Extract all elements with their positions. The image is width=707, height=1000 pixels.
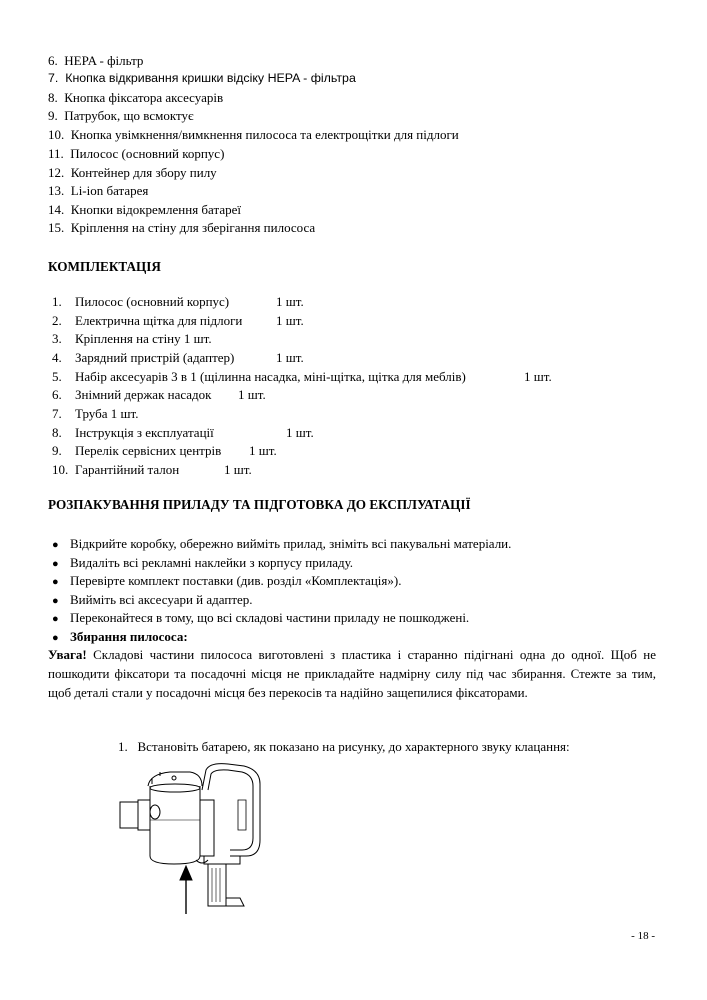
kit-item: 6. Знімний держак насадок 1 шт. [52,387,266,402]
part-item: 10. Кнопка увімкнення/вимкнення пилососа та електрощітки для підлоги [48,127,459,142]
kit-item: 10. Гарантійний талон 1 шт. [52,462,252,477]
unpack-bullet: ● Видаліть всі рекламні наклейки з корпусу приладу. [52,555,354,570]
part-item: 11. Пилосос (основний корпус) [48,146,225,161]
part-item: 13. Li-ion батарея [48,183,149,198]
kit-heading: КОМПЛЕКТАЦІЯ [48,259,161,274]
unpack-heading: РОЗПАКУВАННЯ ПРИЛАДУ ТА ПІДГОТОВКА ДО ЕКСПЛУАТАЦІЇ [48,497,471,512]
page-number: - 18 - [631,930,655,942]
kit-item: 8. Інструкція з експлуатації 1 шт. [52,425,314,440]
warning-label: Увага! [48,647,87,662]
warning-paragraph [48,645,656,702]
kit-item: 5. Набір аксесуарів 3 в 1 (щілинна насадка, міні-щітка, щітка для меблів) 1 шт. [52,369,552,384]
kit-item: 1. Пилосос (основний корпус) 1 шт. [52,294,304,309]
part-item: 15. Кріплення на стіну для зберігання пилососа [48,220,316,235]
part-item: 14. Кнопки відокремлення батареї [48,202,241,217]
part-item: 6. HEPA - фільтр [48,53,144,68]
unpack-bullet: ● Переконайтеся в тому, що всі складові частини приладу не пошкоджені. [52,610,470,625]
kit-item: 4. Зарядний пристрій (адаптер) 1 шт. [52,350,304,365]
part-item: 8. Кнопка фіксатора аксесуарів [48,90,224,105]
part-item: 12. Контейнер для збору пилу [48,165,217,180]
kit-item: 2. Електрична щітка для підлоги 1 шт. [52,313,304,328]
warning-text: Складові частини пилососа виготовлені з пластика і старанно підігнані одна до одної. Щоб не пошкодити фіксатори та посадочні місця не прикладайте надмірну силу під час збирання. Стежте за тим, щоб деталі стали у посадочні місця без перекосів та надійно защепилися фіксаторами. [48,647,656,700]
kit-item: 9. Перелік сервісних центрів 1 шт. [52,443,277,458]
battery-install-illustration [110,760,280,920]
part-item: 9. Патрубок, що всмоктує [48,108,194,123]
assembly-heading: ● Збирання пилососа: [52,629,188,644]
kit-item: 3. Кріплення на стіну 1 шт. [52,331,212,346]
unpack-bullet: ● Перевірте комплект поставки (див. розділ «Комплектація»). [52,573,402,588]
unpack-bullet: ● Вийміть всі аксесуари й адаптер. [52,592,253,607]
unpack-bullet: ● Відкрийте коробку, обережно вийміть прилад, зніміть всі пакувальні матеріали. [52,536,512,551]
part-item: 7. Кнопка відкривання кришки відсіку HEPA - фільтра [48,71,356,85]
assembly-step: 1. Встановіть батарею, як показано на рисунку, до характерного звуку клацання: [118,739,570,754]
kit-item: 7. Труба 1 шт. [52,406,139,421]
